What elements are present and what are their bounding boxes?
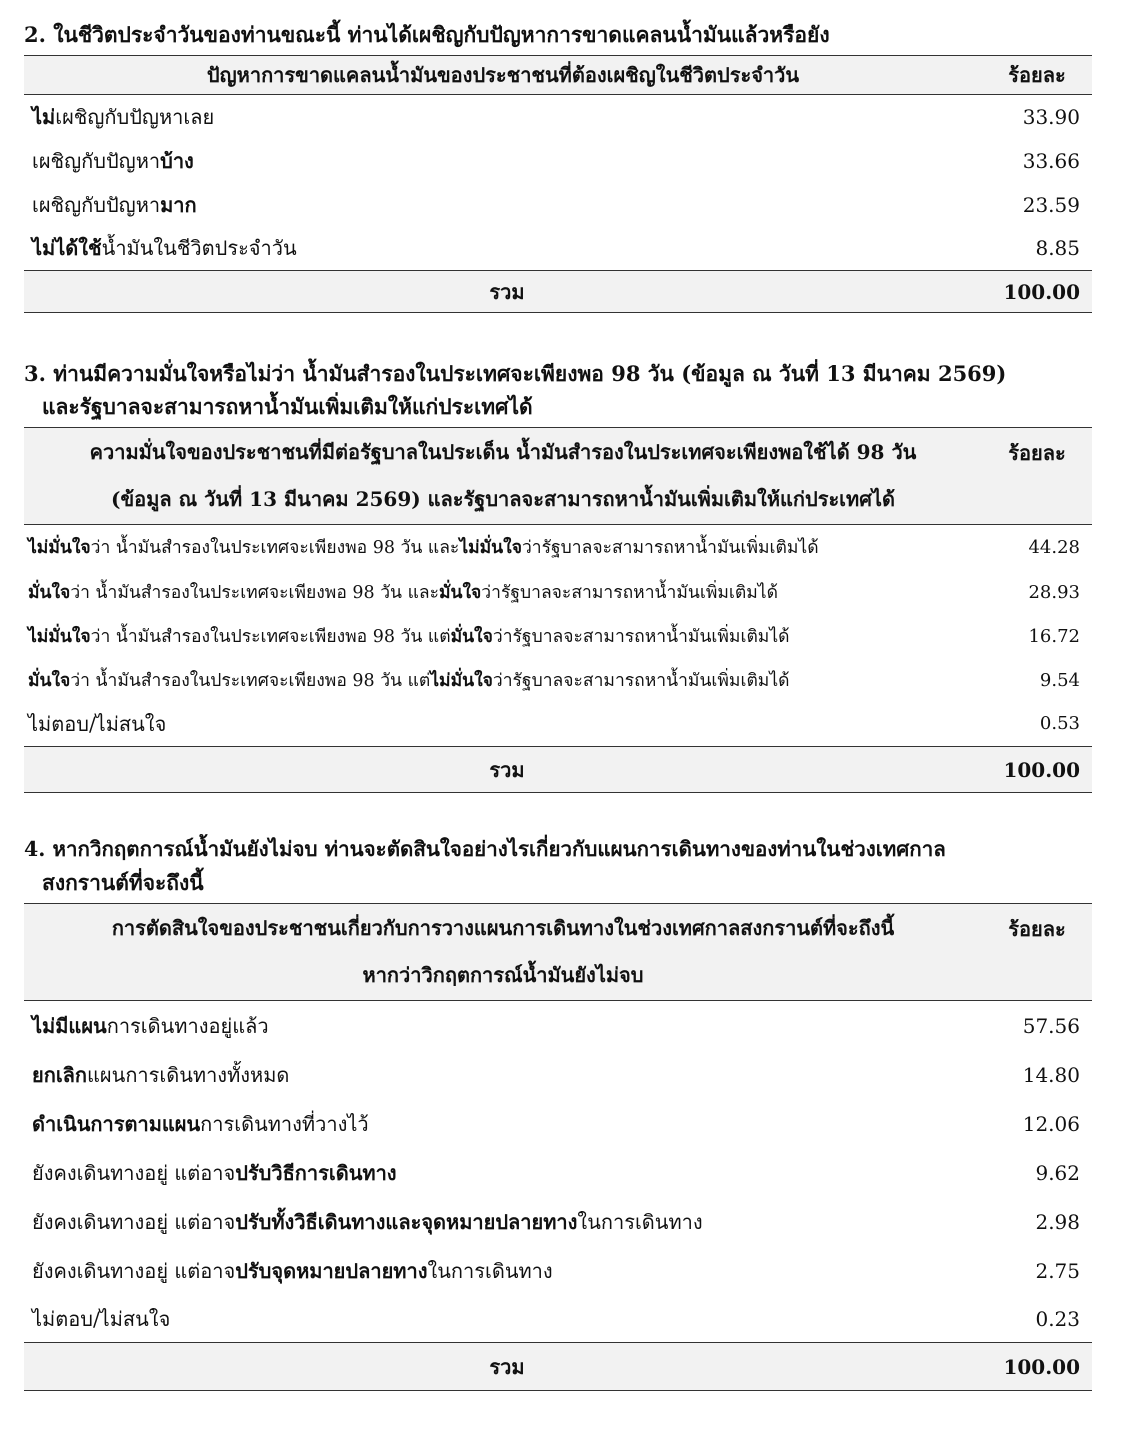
row-value: 23.59 [1022, 192, 1080, 217]
row-label: ยังคงเดินทางอยู่ แต่อาจปรับวิธีการเดินทาง [32, 1161, 397, 1185]
header-percent: ร้อยละ [982, 56, 1092, 95]
row-label: ไม่มั่นใจว่า น้ำมันสำรองในประเทศจะเพียงพอ 98 วัน แต่มั่นใจว่ารัฐบาลจะสามารถหาน้ำมันเพิ่มเติมได้ [28, 626, 790, 647]
row-value: 9.62 [1035, 1161, 1080, 1185]
row-value: 44.28 [1028, 536, 1080, 558]
table-header-row [24, 56, 1092, 95]
row-value: 9.54 [1039, 669, 1080, 691]
question-4-table [24, 903, 1092, 1391]
table-row [24, 139, 1092, 183]
row-label: ไม่มั่นใจว่า น้ำมันสำรองในประเทศจะเพียงพอ 98 วัน และไม่มั่นใจว่ารัฐบาลจะสามารถหาน้ำมันเพิ่มเติมได้ [28, 537, 819, 558]
row-value: 14.80 [1022, 1063, 1080, 1087]
row-label: ยังคงเดินทางอยู่ แต่อาจปรับทั้งวิธีเดินทางและจุดหมายปลายทางในการเดินทาง [32, 1210, 703, 1234]
row-value: 33.90 [1022, 104, 1080, 129]
row-label: ไม่ตอบ/ไม่สนใจ [32, 1306, 171, 1331]
table-row [24, 1247, 1092, 1296]
row-label: ไม่ได้ใช้น้ำมันในชีวิตประจำวัน [32, 236, 297, 261]
total-row [24, 747, 1092, 793]
row-value: 2.98 [1035, 1210, 1080, 1234]
table-row [24, 1100, 1092, 1149]
header-percent: ร้อยละ [982, 904, 1092, 1001]
table-row [24, 183, 1092, 227]
table-row [24, 659, 1092, 703]
question-2-table [24, 55, 1092, 313]
table-header-row [24, 904, 1092, 1001]
table-row [24, 227, 1092, 271]
total-label: รวม [24, 271, 982, 313]
row-value: 57.56 [1022, 1013, 1080, 1038]
question-2-title: 2. ในชีวิตประจำวันของท่านขณะนี้ ท่านได้เผชิญกับปัญหาการขาดแคลนน้ำมันแล้วหรือยัง [24, 22, 830, 47]
row-value: 0.53 [1039, 713, 1080, 735]
table-row [24, 1051, 1092, 1100]
header-label: ความมั่นใจของประชาชนที่มีต่อรัฐบาลในประเด็น น้ำมันสำรองในประเทศจะเพียงพอใช้ได้ 98 วัน (ข้อมูล ณ วันที่ 13 มีนาคม 2569) และรัฐบาลจะสามารถหาน้ำมันเพิ่มเติมให้แก่ประเทศได้ [24, 428, 982, 525]
row-value: 0.23 [1035, 1306, 1080, 1331]
question-3-section [24, 357, 1092, 793]
question-4-title: 4. หากวิกฤตการณ์น้ำมันยังไม่จบ ท่านจะตัดสินใจอย่างไรเกี่ยวกับแผนการเดินทางของท่านในช่วงเทศกาล สงกรานต์ที่จะถึงนี้ [24, 837, 946, 895]
row-value: 8.85 [1035, 236, 1080, 261]
row-label: เผชิญกับปัญหาบ้าง [32, 148, 194, 173]
table-row [24, 525, 1092, 571]
table-row [24, 703, 1092, 747]
table-row [24, 1296, 1092, 1343]
row-label: ยกเลิกแผนการเดินทางทั้งหมด [32, 1063, 290, 1087]
table-row [24, 1198, 1092, 1247]
total-value: 100.00 [982, 747, 1092, 793]
header-percent: ร้อยละ [982, 428, 1092, 525]
total-row [24, 1343, 1092, 1391]
row-label: ดำเนินการตามแผนการเดินทางที่วางไว้ [32, 1112, 369, 1136]
row-label: มั่นใจว่า น้ำมันสำรองในประเทศจะเพียงพอ 98 วัน แต่ไม่มั่นใจว่ารัฐบาลจะสามารถหาน้ำมันเพิ่มเติมได้ [28, 670, 790, 691]
table-row [24, 95, 1092, 139]
table-row [24, 615, 1092, 659]
row-label: เผชิญกับปัญหามาก [32, 192, 197, 217]
row-value: 33.66 [1022, 148, 1080, 173]
total-label: รวม [24, 747, 982, 793]
row-value: 16.72 [1028, 625, 1080, 647]
table-row [24, 1001, 1092, 1051]
question-4-section [24, 833, 1092, 1391]
header-label: การตัดสินใจของประชาชนเกี่ยวกับการวางแผนการเดินทางในช่วงเทศกาลสงกรานต์ที่จะถึงนี้ หากว่าวิกฤตการณ์น้ำมันยังไม่จบ [24, 904, 982, 1001]
table-header-row [24, 428, 1092, 525]
row-label: ไม่มีแผนการเดินทางอยู่แล้ว [32, 1013, 269, 1038]
total-row [24, 271, 1092, 313]
header-label: ปัญหาการขาดแคลนน้ำมันของประชาชนที่ต้องเผชิญในชีวิตประจำวัน [24, 56, 982, 95]
row-label: ไม่ตอบ/ไม่สนใจ [28, 712, 167, 737]
row-label: มั่นใจว่า น้ำมันสำรองในประเทศจะเพียงพอ 98 วัน และมั่นใจว่ารัฐบาลจะสามารถหาน้ำมันเพิ่มเติมได้ [28, 582, 778, 603]
question-3-title: 3. ท่านมีความมั่นใจหรือไม่ว่า น้ำมันสำรองในประเทศจะเพียงพอ 98 วัน (ข้อมูล ณ วันที่ 13 มีนาคม 2569) และรัฐบาลจะสามารถหาน้ำมันเพิ่มเติมให้แก่ประเทศได้ [24, 361, 1007, 419]
total-label: รวม [24, 1343, 982, 1391]
table-row [24, 571, 1092, 615]
total-value: 100.00 [982, 271, 1092, 313]
total-value: 100.00 [982, 1343, 1092, 1391]
row-label: ยังคงเดินทางอยู่ แต่อาจปรับจุดหมายปลายทางในการเดินทาง [32, 1259, 553, 1283]
question-3-table [24, 427, 1092, 793]
table-row [24, 1149, 1092, 1198]
question-2-section [24, 18, 1092, 313]
row-value: 12.06 [1022, 1112, 1080, 1136]
row-value: 2.75 [1035, 1259, 1080, 1283]
row-value: 28.93 [1028, 581, 1080, 603]
row-label: ไม่เผชิญกับปัญหาเลย [32, 104, 215, 129]
